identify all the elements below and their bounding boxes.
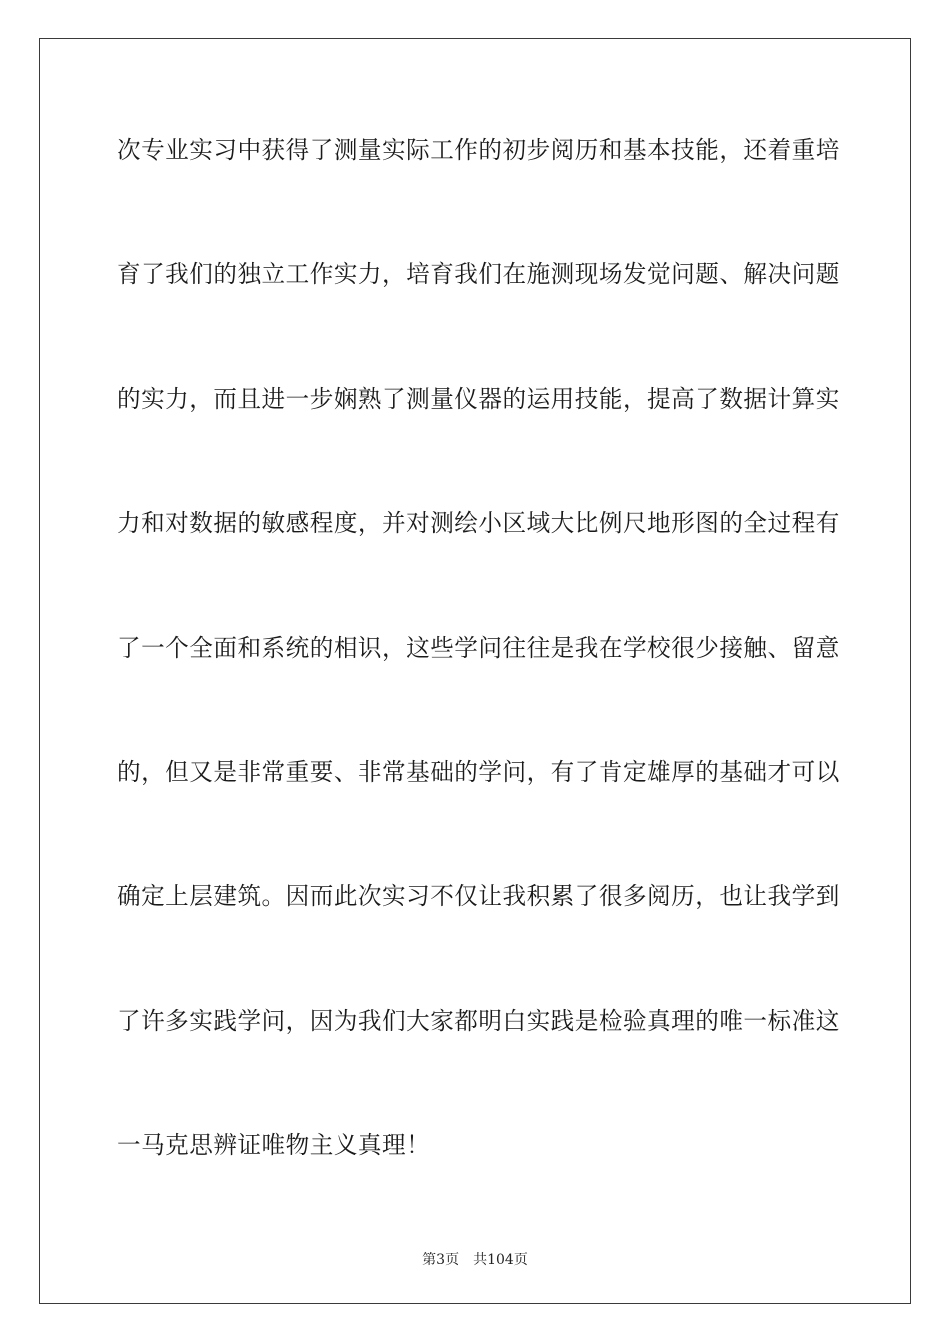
page-footer [0,1249,950,1269]
text-line: 育了我们的独立工作实力，培育我们在施测现场发觉问题、解决问题 [117,260,840,289]
text-line: 了一个全面和系统的相识，这些学问往往是我在学校很少接触、留意 [117,633,840,662]
text-line-last: 一马克思辨证唯物主义真理！ [117,1131,431,1160]
text-line: 力和对数据的敏感程度，并对测绘小区域大比例尺地形图的全过程有 [117,509,840,538]
document-body [117,128,840,1248]
text-line: 的实力，而且进一步娴熟了测量仪器的运用技能，提高了数据计算实 [117,384,840,413]
page-number: 第3页 [422,1252,460,1268]
total-pages: 共104页 [473,1252,528,1268]
text-line: 确定上层建筑。因而此次实习不仅让我积累了很多阅历，也让我学到 [117,882,840,911]
text-line: 次专业实习中获得了测量实际工作的初步阅历和基本技能，还着重培 [117,136,840,164]
text-line: 了许多实践学问，因为我们大家都明白实践是检验真理的唯一标准这 [117,1006,840,1035]
text-line: 的，但又是非常重要、非常基础的学问，有了肯定雄厚的基础才可以 [117,757,840,786]
